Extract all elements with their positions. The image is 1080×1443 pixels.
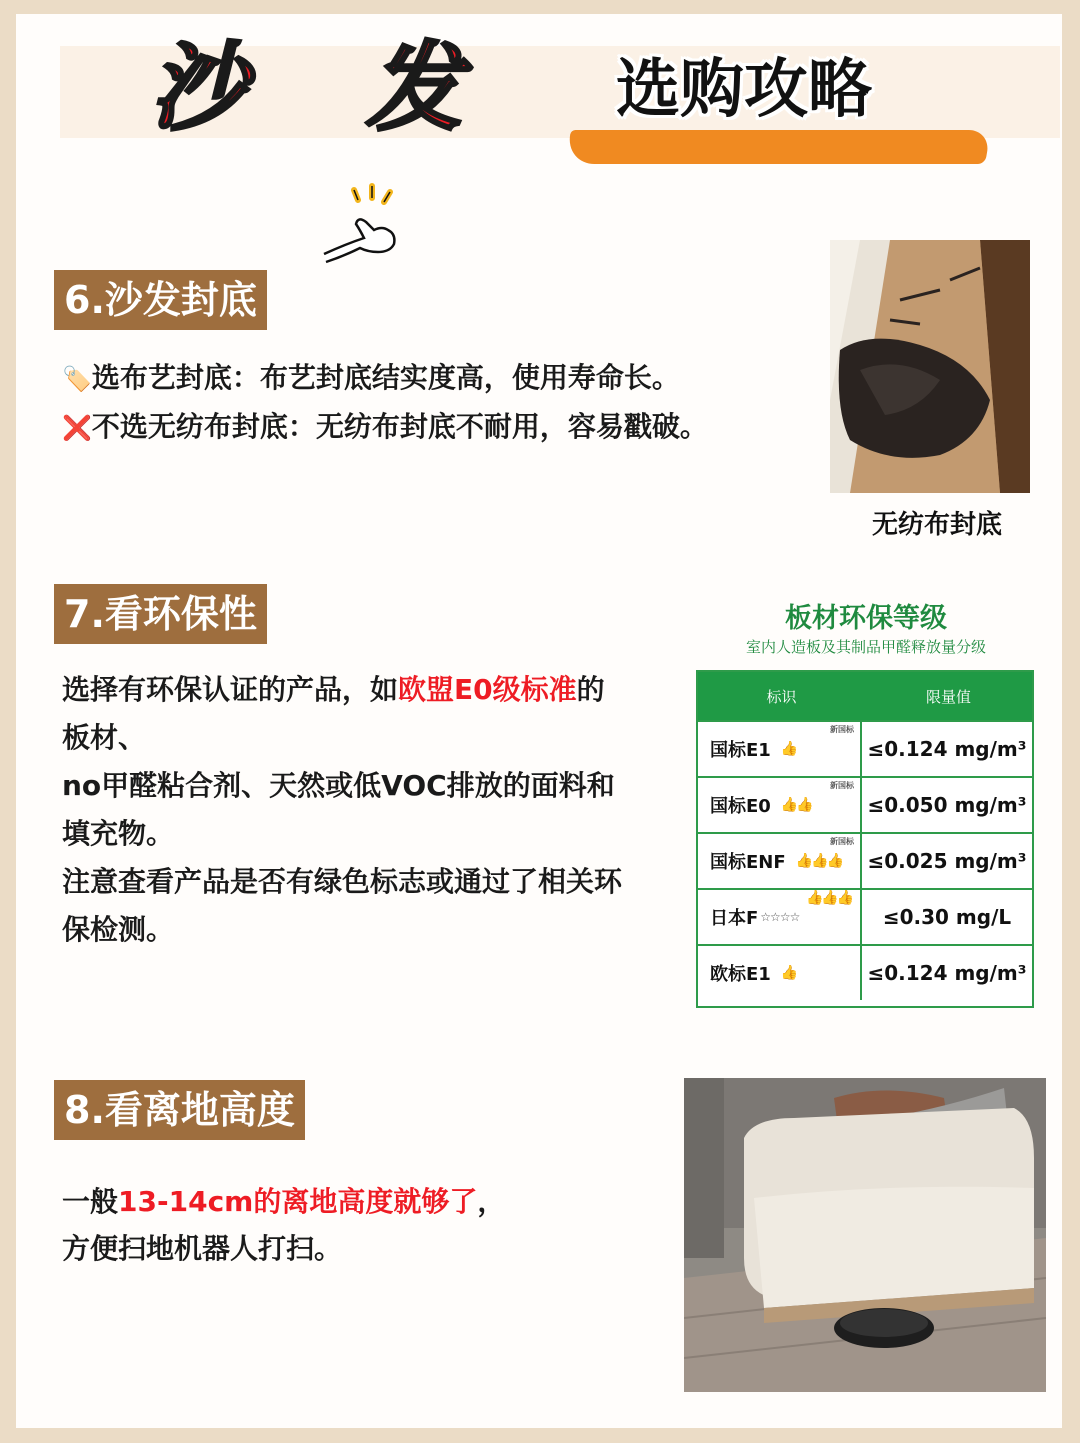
title-char-fa: 发: [366, 32, 464, 144]
section8-p1-red: 13-14cm的离地高度就够了: [118, 1185, 478, 1218]
eco-row-name: 国标E0: [710, 796, 771, 817]
orange-brush-stroke: [565, 130, 991, 164]
eco-table-header: [698, 672, 1032, 720]
eco-row-limit: ≤0.124 mg/m³: [867, 737, 1027, 761]
section6-line2: [62, 403, 822, 452]
section8-p2: 方便扫地机器人打扫。: [62, 1232, 343, 1265]
page: [16, 14, 1062, 1428]
photo-caption: 无纺布封底: [872, 510, 1003, 540]
new-standard-note: 新国标: [830, 725, 854, 734]
thumbs-up-icon: 👍👍: [780, 797, 812, 813]
section6-title: 6.沙发封底: [54, 270, 267, 330]
section6-line2-text: 不选无纺布封底：无纺布封底不耐用，容易戳破。: [91, 410, 708, 443]
cross-mark-icon: ❌: [62, 414, 92, 442]
eco-row-name: 日本F: [710, 908, 759, 929]
eco-row-label: [698, 722, 862, 776]
non-woven-bottom-photo: [830, 240, 1030, 493]
section7-title: 7.看环保性: [54, 584, 267, 644]
eco-row-label: [698, 890, 862, 944]
eco-row-limit: ≤0.124 mg/m³: [867, 961, 1027, 985]
section6-line1-text: 选布艺封底：布艺封底结实度高，使用寿命长。: [91, 361, 680, 394]
eco-row-name: 欧标E1: [710, 964, 771, 985]
section8-p1-b: ，: [477, 1185, 506, 1218]
section7-text: [62, 666, 622, 954]
col-header-limit: 限量值: [925, 687, 971, 706]
star-rating-icon: ☆☆☆☆: [760, 910, 800, 924]
thumbs-up-icon: 👍👍👍: [795, 853, 842, 869]
thumbs-up-icon: 👍: [780, 741, 797, 757]
eco-table-row: [698, 944, 1032, 1000]
eco-row-name: 国标E1: [710, 740, 771, 761]
eco-grade-table: [696, 670, 1034, 1008]
eco-table-row: [698, 720, 1032, 776]
title-char-sha: 沙: [150, 32, 248, 144]
eco-table-subtitle: 室内人造板及其制品甲醛释放量分级: [745, 638, 986, 656]
thumbs-up-icon: 👍👍👍: [806, 890, 853, 906]
section7-p1-b: 的板材、: [62, 673, 605, 754]
eco-row-label: [698, 946, 862, 1000]
eco-table-title: 板材环保等级: [785, 603, 947, 634]
section8-p1-a: 一般: [62, 1185, 119, 1218]
section6-line1: [62, 354, 822, 403]
eco-table-row: [698, 776, 1032, 832]
new-standard-note: 新国标: [830, 781, 854, 790]
section7-p3: 注意查看产品是否有绿色标志或通过了相关环保检测。: [62, 865, 623, 946]
new-standard-note: 新国标: [830, 837, 854, 846]
eco-row-limit: ≤0.30 mg/L: [882, 905, 1012, 929]
section6-text: [62, 354, 822, 452]
tag-icon: 🏷️: [62, 365, 92, 393]
section8-text: [62, 1178, 662, 1272]
eco-row-limit: ≤0.025 mg/m³: [867, 849, 1027, 873]
section7-p1-red: 欧盟E0级标准: [398, 673, 577, 706]
eco-table-body: [698, 720, 1032, 1000]
thumbs-up-icon: 👍: [780, 965, 797, 981]
section7-p2: no甲醛粘合剂、天然或低VOC排放的面料和填充物。: [62, 769, 615, 850]
section8-title: 8.看离地高度: [54, 1080, 305, 1140]
eco-table-row: [698, 888, 1032, 944]
eco-row-name: 国标ENF: [710, 852, 786, 873]
col-header-label: 标识: [766, 687, 797, 706]
eco-row-label: [698, 834, 862, 888]
section7-p1-a: 选择有环保认证的产品，如: [62, 673, 399, 706]
page-subtitle: 选购攻略: [616, 53, 872, 127]
sofa-with-robot-photo: [684, 1078, 1046, 1392]
eco-row-limit: ≤0.050 mg/m³: [867, 793, 1027, 817]
eco-table-row: [698, 832, 1032, 888]
thumbs-up-hand-icon: [316, 172, 416, 272]
eco-row-label: [698, 778, 862, 832]
